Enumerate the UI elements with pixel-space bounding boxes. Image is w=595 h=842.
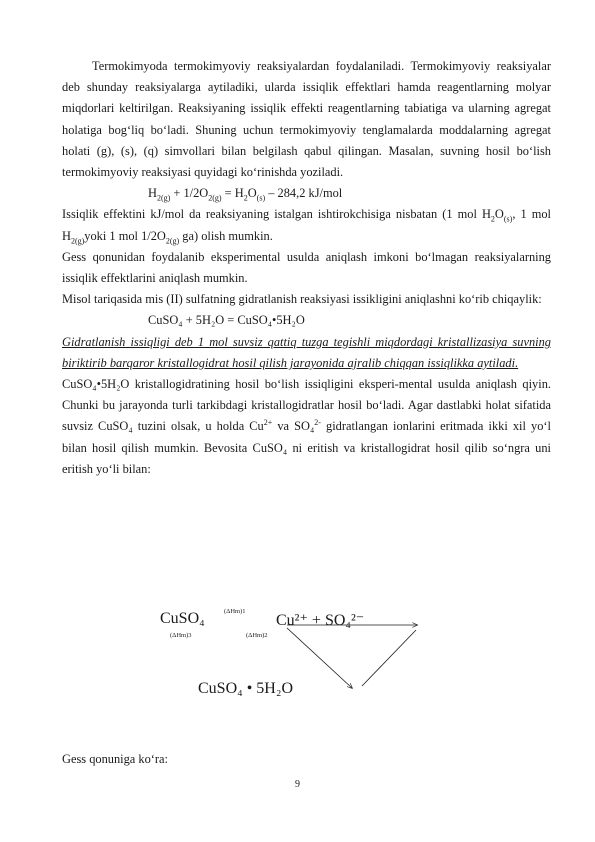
p2-sub4: 2(g) — [165, 236, 180, 246]
eq-plus: + 1/2O — [170, 186, 209, 201]
page-number: 9 — [295, 779, 300, 790]
diagram-cuso4: CuSO₄ — [160, 610, 205, 627]
diagram-label-dh1: (ΔHm)1 — [224, 608, 246, 615]
p2-sub1: 2 — [490, 214, 495, 224]
p2e: ga) olish mumkin. — [179, 228, 273, 243]
p2b: O — [494, 207, 504, 222]
paragraph-hydration-definition: Gidratlanish issiqligi deb 1 mol suvsiz qattiq tuzga tegishli miqdordagi kristallizasiya suvning biriktirib barqaror kristallogidrat hosil qilish jarayonida ajralib chiqqan issiqlikka aytiladi. — [62, 334, 551, 370]
p2a: Issiqlik effektini kJ/mol da reaksiyaning istalgan ishtirokchisiga nisbatan (1 mol H — [62, 207, 491, 222]
paragraph-example: Misol tariqasida mis (II) sulfatning gidratlanish reaksiyasi issikligini aniqlashni ko‘rib chiqaylik: — [62, 292, 542, 307]
paragraph-hess-law: Gess qonunidan foydalanib eksperimental usulda aniqlash imkoni bo‘lmagan reaksiyalarning issiqlik effektlarini aniqlash mumkin. — [62, 249, 551, 286]
paragraph-heat-effect — [62, 204, 551, 246]
eq-o-sub: (s) — [256, 193, 266, 203]
equation-hydration: CuSO₄ + 5H₂O = CuSO₄•5H₂O — [148, 313, 305, 328]
eq-h2: H — [148, 186, 157, 201]
eq-value: – 284,2 kJ/mol — [265, 186, 343, 201]
eq-h2-sub: 2(g) — [156, 193, 171, 203]
diagram-label-dh2: (ΔHm)2 — [246, 632, 268, 639]
arrow-dissolve-hydrate — [362, 630, 416, 686]
eq-equals: = H — [221, 186, 244, 201]
p6b: va SO₄ — [272, 419, 315, 434]
equation-water-formation — [62, 183, 551, 204]
p2c: , 1 mol H — [62, 207, 551, 243]
paragraph-crystallohydrate — [62, 374, 551, 480]
hess-cycle-diagram — [62, 610, 551, 710]
p6c: gidratlangan ionlarini eritmada ikki xil yo‘l bilan hosil qilish mumkin. Bevosita CuSO₄ ni eritish va kristallogidrat hosil qilib so‘ngra uni eritish yo‘li bilan: — [62, 419, 551, 476]
diagram-ions: Cu²⁺ + SO₄²⁻ — [276, 612, 365, 629]
p2d: yoki 1 mol 1/2O — [84, 228, 166, 243]
p6a: CuSO₄•5H₂O kristallogidratining hosil bo‘lish issiqligini eksperi-mental usulda aniqlash qiyin. Chunki bu jarayonda turli tarkibdagi kristallogidratlar hosil bo‘ladi. Agar dastlabki holat sifatida suvsiz CuSO₄ tuzini olsak, u holda Cu — [62, 377, 551, 434]
paragraph-intro: Termokimyoda termokimyoviy reaksiyalardan foydalaniladi. Termokimyoviy reaksiyalar deb shunday reaksiyalarga aytiladiki, ularda issiqlik effektlari hamda reagentlarning molyar miqdorlari keltirilgan. Reaksiyaning issiqlik effekti reagentlarning tabiatiga va ularning agregat holatiga bog‘liq bo‘ladi. Shuning uchun termokimyoviy tenglamalarda moddalarning agregat holati (g), (s), (q) simvollari bilan belgilash qabul qilingan. Masalan, suvning hosil bo‘lish termokimyoviy reaksiyasi quyidagi ko‘rinishda yoziladi. — [62, 59, 551, 180]
eq-o: O — [247, 186, 257, 201]
eq-o2-sub: 2(g) — [208, 193, 222, 203]
paragraph-hess-conclusion: Gess qonuniga ko‘ra: — [62, 752, 168, 766]
p6-sup1: 2+ — [263, 418, 273, 428]
p2-sub2: (s) — [503, 214, 513, 224]
document-body — [62, 56, 551, 480]
p6-sup2: 2- — [314, 418, 321, 428]
diagram-label-dh3: (ΔHm)3 — [170, 632, 192, 639]
arrow-hydrate-path — [287, 628, 352, 688]
diagram-arrows — [62, 610, 551, 710]
p2-sub3: 2(g) — [70, 236, 85, 246]
diagram-hydrate: CuSO₄ • 5H₂O — [198, 680, 293, 697]
eq-h2o-sub: 2 — [243, 193, 248, 203]
